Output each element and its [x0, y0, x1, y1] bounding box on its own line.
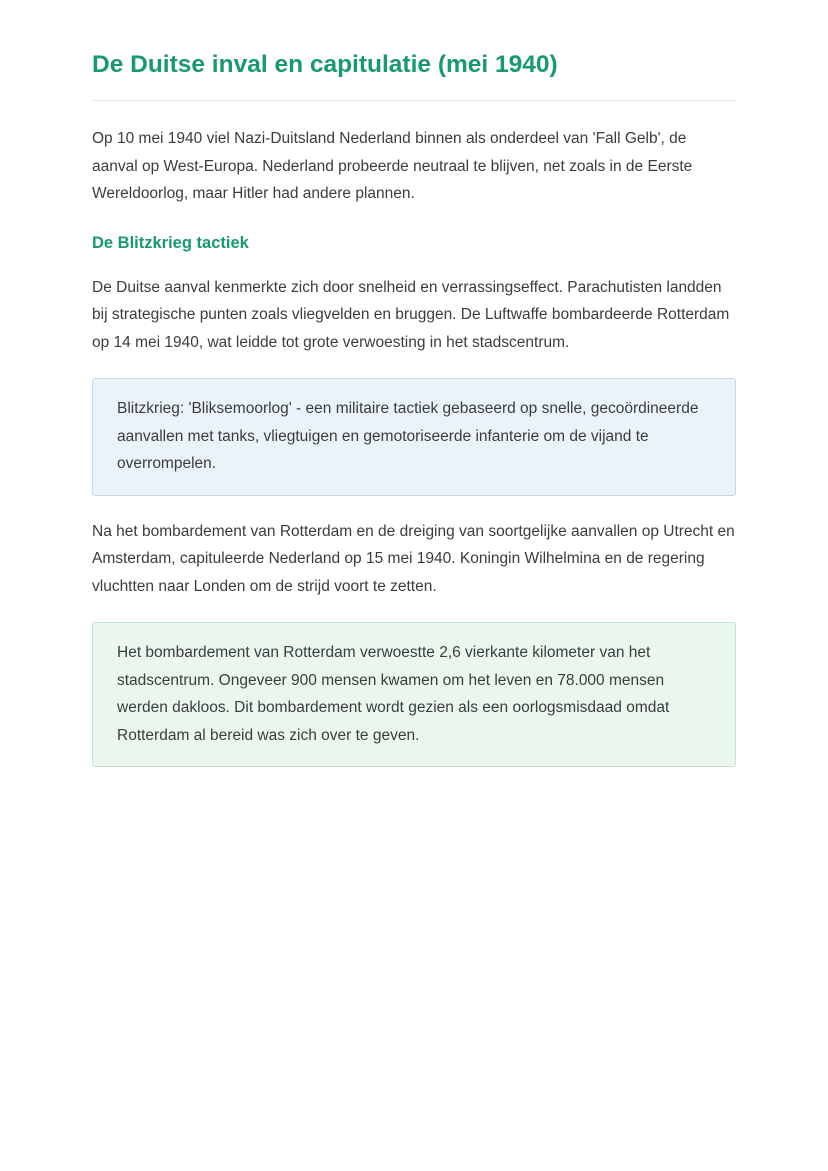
fact-box	[92, 622, 736, 767]
paragraph-blitzkrieg: De Duitse aanval kenmerkte zich door snelheid en verrassingseffect. Parachutisten landden bij strategische punten zoals vliegvelden en bruggen. De Luftwaffe bombardeerde Rotterdam op 14 mei 1940, wat leidde tot grote verwoesting in het stadscentrum.	[92, 278, 730, 351]
page-title: De Duitse inval en capitulatie (mei 1940)	[92, 51, 558, 78]
definition-box	[92, 378, 736, 496]
fact-box-text: Het bombardement van Rotterdam verwoestte 2,6 vierkante kilometer van het stadscentrum. Ongeveer 900 mensen kwamen om het leven en 78.000 mensen werden dakloos. Dit bombardement wordt gezien als een oorlogsmisdaad omdat Rotterdam al bereid was zich over te geven.	[117, 644, 670, 744]
article	[92, 0, 736, 767]
paragraph-capitulation: Na het bombardement van Rotterdam en de dreiging van soortgelijke aanvallen op Utrecht en Amsterdam, capituleerde Nederland op 15 mei 1940. Koningin Wilhelmina en de regering vluchtten naar Londen om de strijd voort te zetten.	[92, 522, 735, 595]
heading-divider	[92, 100, 736, 101]
section-heading-blitzkrieg: De Blitzkrieg tactiek	[92, 233, 249, 252]
paragraph-intro: Op 10 mei 1940 viel Nazi-Duitsland Nederland binnen als onderdeel van 'Fall Gelb', de aanval op West-Europa. Nederland probeerde neutraal te blijven, net zoals in de Eerste Wereldoorlog, maar Hitler had andere plannen.	[92, 130, 693, 203]
definition-box-text: Blitzkrieg: 'Bliksemoorlog' - een militaire tactiek gebaseerd op snelle, gecoördineerde aanvallen met tanks, vliegtuigen en gemotoriseerde infanterie om de vijand te overrompelen.	[117, 400, 699, 473]
